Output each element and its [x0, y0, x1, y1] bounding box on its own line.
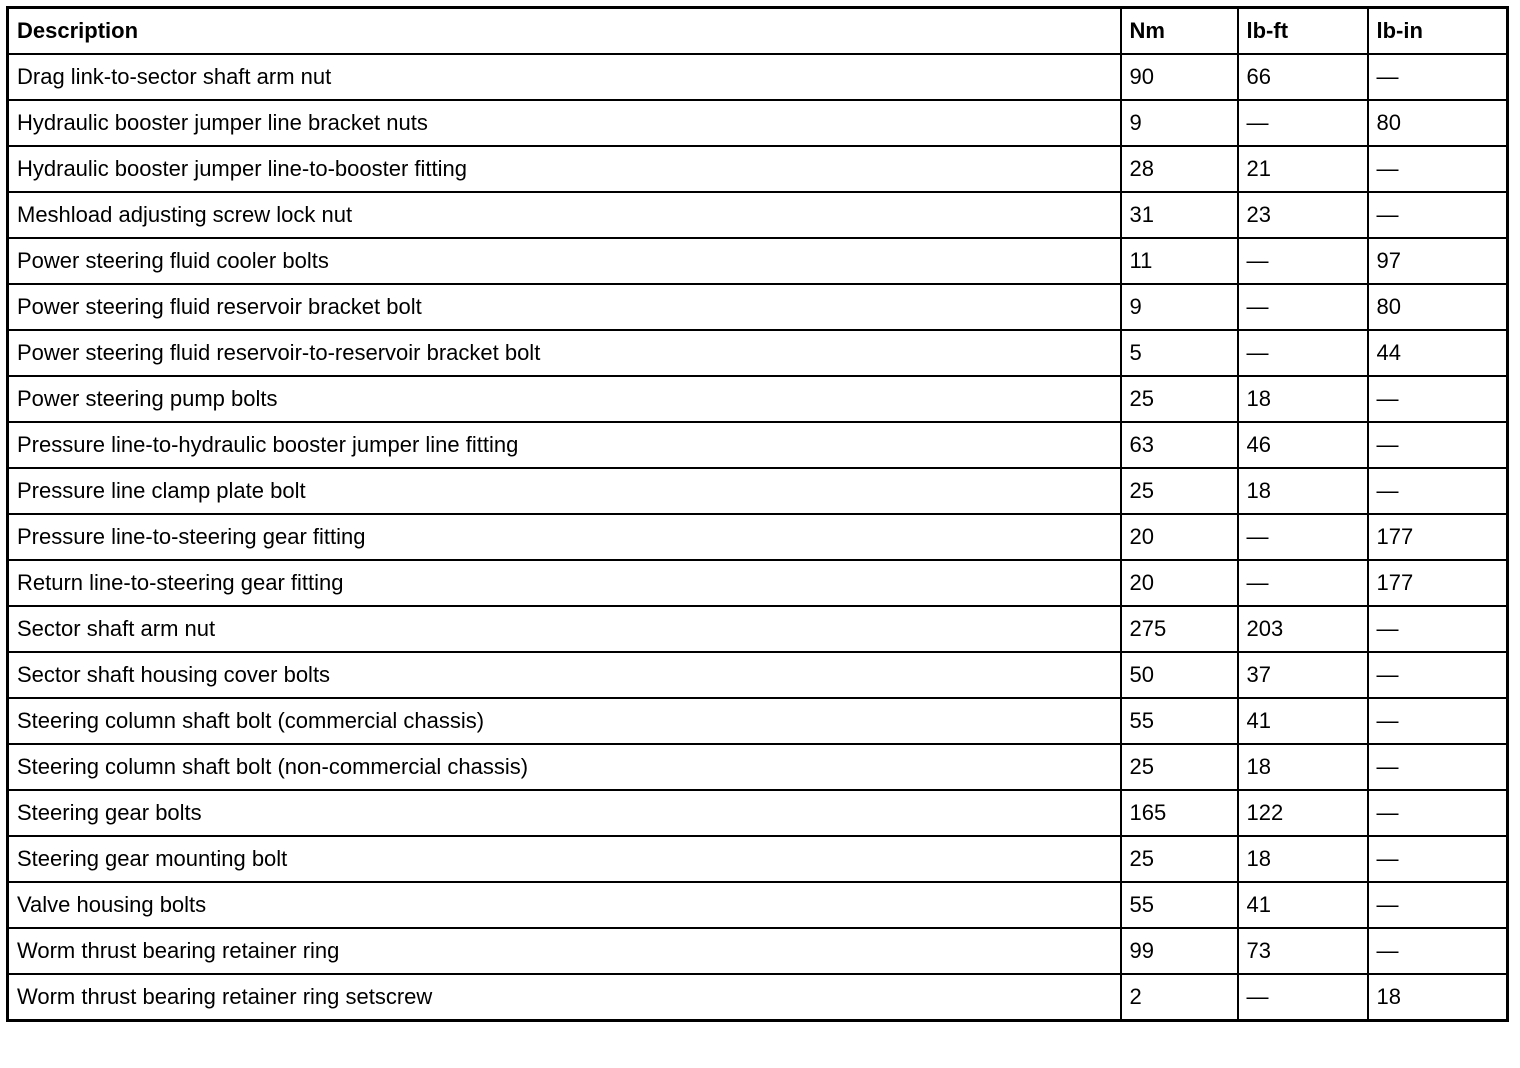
table-row [8, 698, 1508, 744]
cell-nm: 25 [1121, 744, 1238, 790]
cell-lb-in: 80 [1368, 100, 1508, 146]
cell-description: Hydraulic booster jumper line-to-booster fitting [8, 146, 1121, 192]
cell-lb-in: — [1368, 146, 1508, 192]
cell-lb-ft: 37 [1238, 652, 1368, 698]
cell-lb-ft: 18 [1238, 468, 1368, 514]
header-row [8, 8, 1508, 55]
cell-description: Sector shaft arm nut [8, 606, 1121, 652]
cell-nm: 25 [1121, 468, 1238, 514]
cell-lb-ft: — [1238, 330, 1368, 376]
cell-nm: 2 [1121, 974, 1238, 1021]
table-row [8, 606, 1508, 652]
table-row [8, 330, 1508, 376]
cell-description: Drag link-to-sector shaft arm nut [8, 54, 1121, 100]
cell-description: Worm thrust bearing retainer ring [8, 928, 1121, 974]
cell-lb-ft: 18 [1238, 744, 1368, 790]
cell-lb-in: — [1368, 422, 1508, 468]
cell-lb-in: 80 [1368, 284, 1508, 330]
cell-description: Meshload adjusting screw lock nut [8, 192, 1121, 238]
table-row [8, 744, 1508, 790]
cell-description: Sector shaft housing cover bolts [8, 652, 1121, 698]
cell-nm: 25 [1121, 376, 1238, 422]
table-row [8, 100, 1508, 146]
cell-lb-ft: — [1238, 238, 1368, 284]
cell-nm: 90 [1121, 54, 1238, 100]
cell-nm: 9 [1121, 100, 1238, 146]
table-row [8, 974, 1508, 1021]
table-row [8, 284, 1508, 330]
table-row [8, 928, 1508, 974]
cell-lb-in: — [1368, 652, 1508, 698]
cell-lb-in: — [1368, 376, 1508, 422]
cell-nm: 31 [1121, 192, 1238, 238]
cell-lb-in: — [1368, 468, 1508, 514]
cell-lb-ft: 23 [1238, 192, 1368, 238]
table-row [8, 192, 1508, 238]
cell-nm: 55 [1121, 882, 1238, 928]
cell-lb-ft: — [1238, 974, 1368, 1021]
cell-nm: 50 [1121, 652, 1238, 698]
cell-lb-in: 44 [1368, 330, 1508, 376]
table-row [8, 376, 1508, 422]
cell-description: Pressure line-to-steering gear fitting [8, 514, 1121, 560]
table-body [8, 54, 1508, 1021]
header-lb-in: lb-in [1368, 8, 1508, 55]
cell-lb-ft: 46 [1238, 422, 1368, 468]
table-row [8, 422, 1508, 468]
cell-description: Power steering pump bolts [8, 376, 1121, 422]
header-description: Description [8, 8, 1121, 55]
cell-lb-ft: 18 [1238, 836, 1368, 882]
cell-lb-in: — [1368, 606, 1508, 652]
cell-description: Pressure line-to-hydraulic booster jumper line fitting [8, 422, 1121, 468]
table-row [8, 514, 1508, 560]
cell-description: Power steering fluid reservoir bracket bolt [8, 284, 1121, 330]
cell-nm: 20 [1121, 514, 1238, 560]
cell-description: Steering column shaft bolt (non-commercial chassis) [8, 744, 1121, 790]
cell-lb-in: — [1368, 744, 1508, 790]
cell-nm: 5 [1121, 330, 1238, 376]
cell-nm: 275 [1121, 606, 1238, 652]
cell-description: Pressure line clamp plate bolt [8, 468, 1121, 514]
cell-lb-ft: 203 [1238, 606, 1368, 652]
cell-lb-in: — [1368, 882, 1508, 928]
cell-lb-ft: 73 [1238, 928, 1368, 974]
cell-nm: 11 [1121, 238, 1238, 284]
cell-nm: 9 [1121, 284, 1238, 330]
cell-description: Hydraulic booster jumper line bracket nuts [8, 100, 1121, 146]
header-lb-ft: lb-ft [1238, 8, 1368, 55]
cell-description: Return line-to-steering gear fitting [8, 560, 1121, 606]
cell-nm: 55 [1121, 698, 1238, 744]
torque-spec-table [6, 6, 1509, 1022]
cell-description: Steering column shaft bolt (commercial chassis) [8, 698, 1121, 744]
table-row [8, 790, 1508, 836]
cell-lb-in: — [1368, 192, 1508, 238]
table-header [8, 8, 1508, 55]
table-row [8, 560, 1508, 606]
cell-nm: 25 [1121, 836, 1238, 882]
cell-lb-ft: 18 [1238, 376, 1368, 422]
cell-nm: 20 [1121, 560, 1238, 606]
cell-lb-in: — [1368, 790, 1508, 836]
cell-lb-ft: 122 [1238, 790, 1368, 836]
cell-lb-ft: — [1238, 514, 1368, 560]
cell-lb-ft: 41 [1238, 882, 1368, 928]
cell-nm: 28 [1121, 146, 1238, 192]
table-row [8, 468, 1508, 514]
cell-description: Steering gear bolts [8, 790, 1121, 836]
cell-nm: 99 [1121, 928, 1238, 974]
cell-description: Steering gear mounting bolt [8, 836, 1121, 882]
cell-description: Power steering fluid reservoir-to-reservoir bracket bolt [8, 330, 1121, 376]
cell-nm: 165 [1121, 790, 1238, 836]
cell-lb-in: 177 [1368, 514, 1508, 560]
cell-nm: 63 [1121, 422, 1238, 468]
cell-description: Valve housing bolts [8, 882, 1121, 928]
cell-lb-ft: 21 [1238, 146, 1368, 192]
table-row [8, 146, 1508, 192]
cell-lb-ft: 66 [1238, 54, 1368, 100]
table-row [8, 836, 1508, 882]
cell-lb-in: 18 [1368, 974, 1508, 1021]
cell-lb-ft: — [1238, 100, 1368, 146]
cell-lb-ft: 41 [1238, 698, 1368, 744]
table-row [8, 882, 1508, 928]
header-nm: Nm [1121, 8, 1238, 55]
table-row [8, 238, 1508, 284]
table-row [8, 652, 1508, 698]
cell-lb-in: — [1368, 698, 1508, 744]
cell-lb-in: 177 [1368, 560, 1508, 606]
cell-description: Worm thrust bearing retainer ring setscrew [8, 974, 1121, 1021]
cell-description: Power steering fluid cooler bolts [8, 238, 1121, 284]
cell-lb-ft: — [1238, 284, 1368, 330]
cell-lb-in: 97 [1368, 238, 1508, 284]
cell-lb-in: — [1368, 836, 1508, 882]
cell-lb-in: — [1368, 928, 1508, 974]
cell-lb-in: — [1368, 54, 1508, 100]
cell-lb-ft: — [1238, 560, 1368, 606]
table-row [8, 54, 1508, 100]
